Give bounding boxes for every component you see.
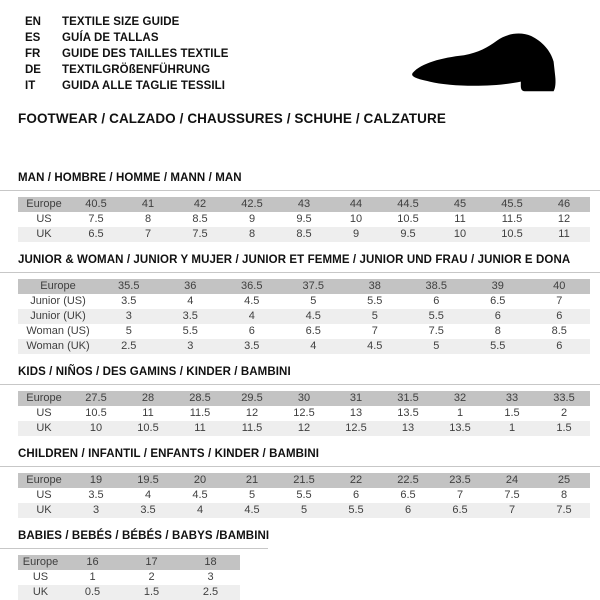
size-table-title: MAN / HOMBRE / HOMME / MANN / MAN <box>18 172 242 184</box>
size-value: 12 <box>245 407 259 419</box>
size-value: 6 <box>433 295 440 307</box>
category-heading: FOOTWEAR / CALZADO / CHAUSSURES / SCHUHE / CALZATURE <box>18 111 446 126</box>
region-label: Junior (US) <box>30 295 86 307</box>
size-value: 24 <box>486 473 538 488</box>
size-value: 3.5 <box>160 309 222 324</box>
size-value: 7.5 <box>504 489 520 501</box>
language-code: EN <box>25 16 41 28</box>
size-value: 18 <box>181 555 240 570</box>
size-value: 7 <box>486 503 538 518</box>
size-value: 8.5 <box>278 227 330 242</box>
size-value: 10 <box>70 421 122 436</box>
region-label: US <box>32 571 49 583</box>
region-label: Europe <box>18 197 70 212</box>
size-value: 5 <box>125 325 132 337</box>
size-value: 35.5 <box>98 279 160 294</box>
region-label: Junior (UK) <box>18 309 98 324</box>
language-code: DE <box>25 64 41 76</box>
region-label: US <box>36 213 52 225</box>
size-value: 6 <box>382 503 434 518</box>
size-table <box>18 197 590 242</box>
size-table-section <box>18 366 590 436</box>
size-value: 11 <box>142 407 154 419</box>
size-value: 11 <box>174 421 226 436</box>
size-table-section <box>18 254 590 354</box>
size-value: 9.5 <box>382 227 434 242</box>
section-divider <box>0 466 600 467</box>
size-value: 10 <box>434 227 486 242</box>
size-value: 2 <box>560 407 568 419</box>
size-value: 25 <box>538 473 590 488</box>
size-value: 12.5 <box>330 421 382 436</box>
region-label: Europe <box>18 555 63 570</box>
size-value: 13.5 <box>434 421 486 436</box>
size-row <box>18 197 590 212</box>
size-value: 3 <box>70 503 122 518</box>
size-value: 3.5 <box>88 489 104 501</box>
size-value: 3.5 <box>221 339 283 354</box>
size-value: 20 <box>174 473 226 488</box>
shoe-icon <box>390 20 586 108</box>
size-value: 11.5 <box>189 407 211 419</box>
size-value: 7 <box>456 489 464 501</box>
size-row <box>18 279 590 294</box>
size-value: 8 <box>226 227 278 242</box>
size-value: 13.5 <box>397 407 419 419</box>
size-value: 4.5 <box>226 503 278 518</box>
size-value: 9 <box>330 227 382 242</box>
shoe-icon-graphic <box>390 20 586 108</box>
size-value: 2 <box>148 571 155 583</box>
size-value: 7 <box>556 295 563 307</box>
region-label: UK <box>18 227 70 242</box>
size-value: 6 <box>352 489 360 501</box>
size-value: 33 <box>486 391 538 406</box>
size-value: 6.5 <box>434 503 486 518</box>
size-value: 38 <box>344 279 406 294</box>
size-value: 22.5 <box>382 473 434 488</box>
size-value: 7.5 <box>538 503 590 518</box>
size-value: 22 <box>330 473 382 488</box>
size-table-title: CHILDREN / INFANTIL / ENFANTS / KINDER / BAMBINI <box>18 448 320 460</box>
size-value: 2.5 <box>181 585 240 600</box>
section-divider <box>0 190 600 191</box>
size-value: 4.5 <box>244 295 260 307</box>
size-value: 10.5 <box>397 213 419 225</box>
size-value: 5 <box>406 339 468 354</box>
region-label: Woman (UK) <box>18 339 98 354</box>
size-value: 40.5 <box>70 197 122 212</box>
size-value: 31 <box>330 391 382 406</box>
size-value: 44.5 <box>382 197 434 212</box>
language-label: TEXTILGRÖßENFÜHRUNG <box>62 64 211 76</box>
size-value: 43 <box>278 197 330 212</box>
size-value: 5 <box>278 503 330 518</box>
size-value: 36.5 <box>221 279 283 294</box>
section-divider <box>0 548 268 549</box>
size-value: 7.5 <box>174 227 226 242</box>
size-value: 5.5 <box>296 489 312 501</box>
size-value: 8.5 <box>551 325 567 337</box>
size-value: 3 <box>98 309 160 324</box>
size-value: 46 <box>538 197 590 212</box>
size-value: 4.5 <box>192 489 208 501</box>
size-value: 7.5 <box>88 213 104 225</box>
size-row <box>18 212 590 227</box>
size-value: 4 <box>144 489 152 501</box>
region-label: Europe <box>18 391 70 406</box>
size-table-title: KIDS / NIÑOS / DES GAMINS / KINDER / BAMBINI <box>18 366 291 378</box>
size-value: 17 <box>122 555 181 570</box>
size-value: 40 <box>529 279 591 294</box>
size-value: 8 <box>560 489 568 501</box>
size-row <box>18 309 590 324</box>
size-row <box>18 421 590 436</box>
size-table <box>18 473 590 518</box>
size-value: 13 <box>349 407 363 419</box>
size-value: 5.5 <box>467 339 529 354</box>
size-value: 19.5 <box>122 473 174 488</box>
size-value: 38.5 <box>406 279 468 294</box>
size-value: 9.5 <box>296 213 312 225</box>
size-row <box>18 555 240 570</box>
size-table-section <box>18 448 590 518</box>
size-value: 21 <box>226 473 278 488</box>
size-value: 13 <box>382 421 434 436</box>
size-value: 4.5 <box>283 309 345 324</box>
size-value: 6.5 <box>490 295 506 307</box>
size-row <box>18 473 590 488</box>
size-tables <box>18 172 590 600</box>
size-value: 3 <box>207 571 214 583</box>
size-value: 12.5 <box>293 407 315 419</box>
size-value: 1.5 <box>504 407 520 419</box>
size-value: 2.5 <box>98 339 160 354</box>
size-value: 36 <box>160 279 222 294</box>
size-value: 11 <box>454 213 466 225</box>
size-value: 5.5 <box>406 309 468 324</box>
size-row <box>18 570 240 585</box>
region-label: Woman (US) <box>26 325 90 337</box>
size-value: 4 <box>283 339 345 354</box>
size-value: 3 <box>160 339 222 354</box>
size-value: 6 <box>529 339 591 354</box>
size-table-section <box>18 172 590 242</box>
size-row <box>18 391 590 406</box>
size-value: 8 <box>494 325 501 337</box>
size-value: 6.5 <box>305 325 321 337</box>
size-value: 7 <box>371 325 378 337</box>
size-value: 5 <box>344 309 406 324</box>
size-value: 29.5 <box>226 391 278 406</box>
size-value: 6 <box>467 309 529 324</box>
region-label: UK <box>18 421 70 436</box>
size-value: 45.5 <box>486 197 538 212</box>
size-value: 10.5 <box>486 227 538 242</box>
size-table-title: BABIES / BEBÉS / BÉBÉS / BABYS /BAMBINI <box>18 530 270 542</box>
region-label: UK <box>18 503 70 518</box>
size-value: 30 <box>278 391 330 406</box>
size-value: 5.5 <box>182 325 198 337</box>
size-value: 4 <box>174 503 226 518</box>
language-label: GUIDA ALLE TAGLIE TESSILI <box>62 80 226 92</box>
size-value: 44 <box>330 197 382 212</box>
language-code: ES <box>25 32 41 44</box>
language-label: GUÍA DE TALLAS <box>62 32 159 44</box>
size-value: 12 <box>278 421 330 436</box>
language-code: IT <box>25 80 36 92</box>
size-value: 5 <box>310 295 317 307</box>
size-value: 11.5 <box>226 421 278 436</box>
size-value: 41 <box>122 197 174 212</box>
size-value: 19 <box>70 473 122 488</box>
size-row <box>18 488 590 503</box>
size-table <box>18 555 240 600</box>
size-value: 23.5 <box>434 473 486 488</box>
size-value: 28 <box>122 391 174 406</box>
size-value: 1 <box>89 571 96 583</box>
size-value: 1.5 <box>538 421 590 436</box>
size-table-title: JUNIOR & WOMAN / JUNIOR Y MUJER / JUNIOR ET FEMME / JUNIOR UND FRAU / JUNIOR E DONA <box>18 254 571 266</box>
size-value: 10.5 <box>122 421 174 436</box>
size-value: 6 <box>248 325 255 337</box>
size-value: 42 <box>174 197 226 212</box>
size-value: 0.5 <box>63 585 122 600</box>
size-value: 4 <box>187 295 194 307</box>
size-value: 9 <box>248 213 256 225</box>
size-value: 3.5 <box>121 295 137 307</box>
size-value: 21.5 <box>278 473 330 488</box>
region-label: US <box>36 407 52 419</box>
size-value: 6.5 <box>70 227 122 242</box>
size-row <box>18 294 590 309</box>
size-value: 32 <box>434 391 486 406</box>
size-value: 8 <box>144 213 152 225</box>
size-value: 5 <box>248 489 256 501</box>
size-value: 1 <box>456 407 464 419</box>
size-row <box>18 227 590 242</box>
size-value: 1 <box>486 421 538 436</box>
size-value: 45 <box>434 197 486 212</box>
size-row <box>18 339 590 354</box>
size-value: 10.5 <box>85 407 107 419</box>
size-value: 1.5 <box>122 585 181 600</box>
size-value: 37.5 <box>283 279 345 294</box>
language-label: TEXTILE SIZE GUIDE <box>62 16 180 28</box>
size-value: 8.5 <box>192 213 208 225</box>
region-label: Europe <box>18 279 98 294</box>
size-row <box>18 585 240 600</box>
language-code: FR <box>25 48 41 60</box>
size-table <box>18 391 590 436</box>
region-label: US <box>36 489 52 501</box>
size-value: 16 <box>63 555 122 570</box>
size-value: 5.5 <box>367 295 383 307</box>
size-table-section <box>18 530 590 600</box>
size-value: 4 <box>221 309 283 324</box>
size-value: 6 <box>529 309 591 324</box>
size-value: 7.5 <box>428 325 444 337</box>
size-value: 5.5 <box>330 503 382 518</box>
region-label: UK <box>18 585 63 600</box>
size-value: 11 <box>538 227 590 242</box>
section-divider <box>0 272 600 273</box>
language-label: GUIDE DES TAILLES TEXTILE <box>62 48 229 60</box>
size-value: 39 <box>467 279 529 294</box>
section-divider <box>0 384 600 385</box>
size-value: 6.5 <box>400 489 416 501</box>
size-value: 31.5 <box>382 391 434 406</box>
size-row <box>18 503 590 518</box>
size-value: 7 <box>122 227 174 242</box>
size-value: 10 <box>349 213 363 225</box>
size-value: 28.5 <box>174 391 226 406</box>
size-value: 12 <box>557 213 571 225</box>
size-value: 27.5 <box>70 391 122 406</box>
size-row <box>18 406 590 421</box>
size-row <box>18 324 590 339</box>
size-value: 4.5 <box>344 339 406 354</box>
region-label: Europe <box>18 473 70 488</box>
size-value: 42.5 <box>226 197 278 212</box>
size-table <box>18 279 590 354</box>
size-value: 33.5 <box>538 391 590 406</box>
size-value: 11.5 <box>501 213 523 225</box>
size-value: 3.5 <box>122 503 174 518</box>
